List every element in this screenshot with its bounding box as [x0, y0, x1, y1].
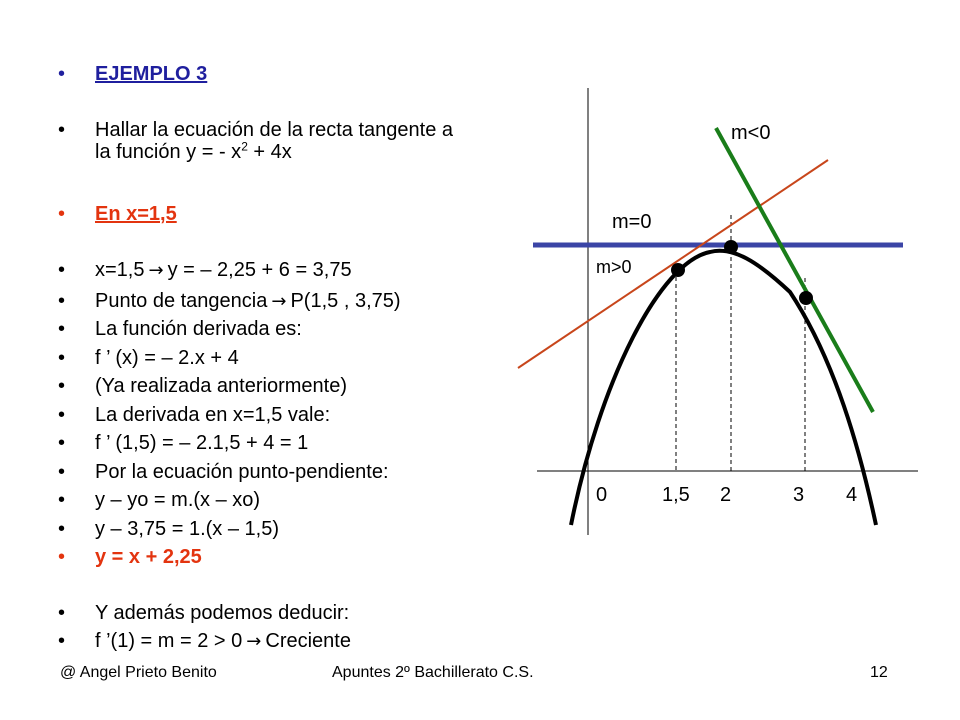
bullet-dot: •	[58, 630, 66, 652]
line-text: Y además podemos deducir:	[95, 602, 350, 624]
footer-page-number: 12	[870, 664, 888, 681]
label-zero-slope: m=0	[612, 211, 652, 233]
bullet-dot: •	[58, 461, 66, 483]
bullet-dot: •	[58, 432, 66, 454]
task-exponent: 2	[241, 139, 248, 154]
tick-label: 1,5	[662, 484, 690, 506]
line-text: y – yo = m.(x – xo)	[95, 489, 261, 511]
point-x-2	[724, 240, 738, 254]
task-line1: Hallar la ecuación de la recta tangente a	[95, 119, 454, 141]
tick-label: 3	[793, 484, 805, 506]
point-x-3	[799, 291, 813, 305]
arrow-icon: →	[246, 631, 262, 652]
expr-left: Punto de tangencia	[95, 290, 268, 312]
line-text: Por la ecuación punto-pendiente:	[95, 461, 389, 483]
line-text: f ’ (x) = – 2.x + 4	[95, 347, 239, 369]
bullet-dot: •	[58, 404, 66, 426]
example-title: EJEMPLO 3	[95, 63, 208, 85]
bullet-dot: •	[58, 602, 66, 624]
bullet-dot: •	[58, 489, 66, 511]
point-x-1-5	[671, 263, 685, 277]
bullet-dot: •	[58, 63, 66, 85]
footer-author: @ Angel Prieto Benito	[60, 664, 217, 681]
tick-label: 0	[596, 484, 608, 506]
arrow-icon: →	[271, 291, 287, 312]
label-positive-slope: m>0	[596, 257, 632, 277]
expr-left: x=1,5	[95, 259, 145, 281]
expr-right: Creciente	[265, 630, 351, 652]
bullet-dot: •	[58, 546, 66, 568]
line-text: La función derivada es:	[95, 318, 302, 340]
bullet-dot: •	[58, 347, 66, 369]
bullet-dot: •	[58, 518, 66, 540]
task-line2: la función y = - x	[95, 141, 242, 163]
expr-left: f ’(1) = m = 2 > 0	[95, 630, 243, 652]
line-text: y – 3,75 = 1.(x – 1,5)	[95, 518, 279, 540]
expr-right: y = – 2,25 + 6 = 3,75	[167, 259, 352, 281]
tangent-line-positive	[518, 160, 828, 368]
bullet-dot: •	[58, 375, 66, 397]
point-heading: En x=1,5	[95, 203, 177, 225]
task-line2-end: + 4x	[247, 141, 292, 163]
line-text: La derivada en x=1,5 vale:	[95, 404, 331, 426]
expr-right: P(1,5 , 3,75)	[290, 290, 401, 312]
tangent-line-negative	[716, 128, 873, 412]
bullet-dot: •	[58, 119, 66, 141]
bullet-dot: •	[58, 203, 66, 225]
tick-label: 2	[720, 484, 732, 506]
bullet-dot: •	[58, 290, 66, 312]
bullet-dot: •	[58, 259, 66, 281]
tick-label: 4	[846, 484, 858, 506]
bullet-dot: •	[58, 318, 66, 340]
footer-course: Apuntes 2º Bachillerato C.S.	[332, 664, 534, 681]
arrow-icon: →	[148, 260, 164, 281]
line-text: f ’ (1,5) = – 2.1,5 + 4 = 1	[95, 432, 309, 454]
result-equation: y = x + 2,25	[95, 546, 202, 568]
label-negative-slope: m<0	[731, 122, 771, 144]
line-text: (Ya realizada anteriormente)	[95, 375, 347, 397]
